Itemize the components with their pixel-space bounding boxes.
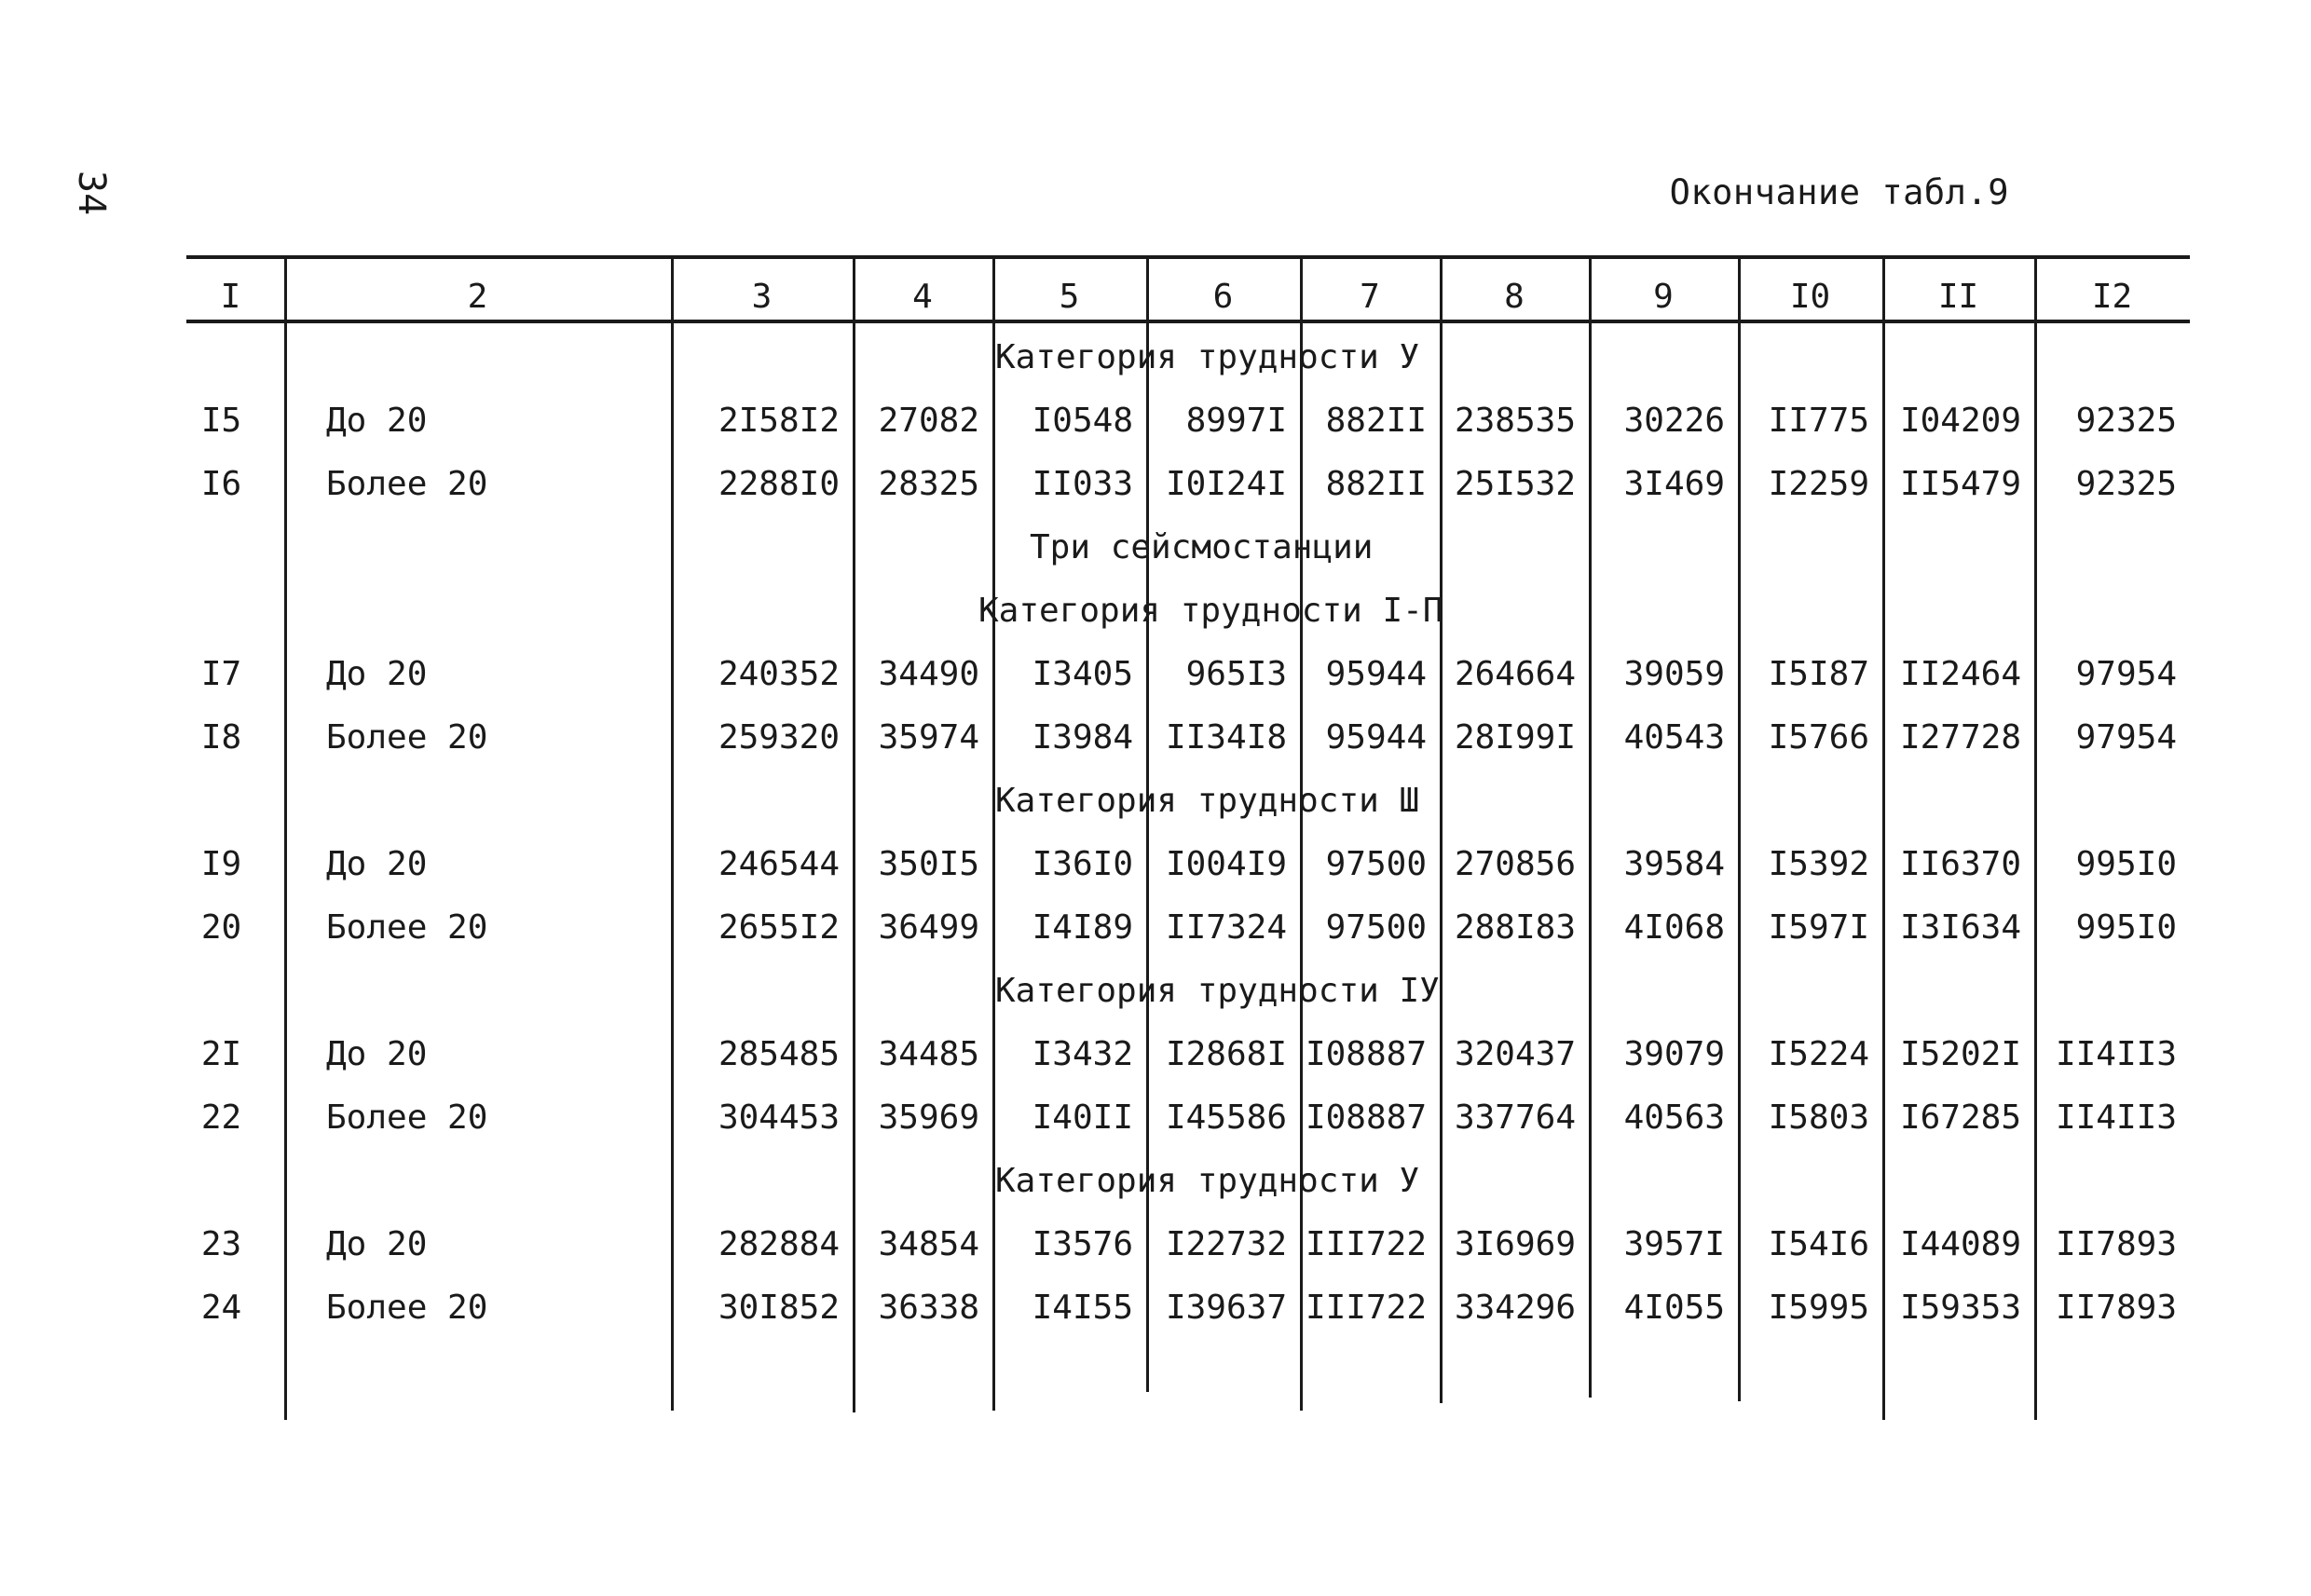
table-cell: 39584 xyxy=(1623,845,1725,883)
table-cell: 95944 xyxy=(1325,718,1427,757)
table-cell: I5202I xyxy=(1899,1035,2021,1073)
table-cell: II7324 xyxy=(1165,908,1287,947)
table-cell: II2464 xyxy=(1899,655,2021,693)
table-cell: I67285 xyxy=(1899,1098,2021,1137)
table-cell: II7893 xyxy=(2055,1225,2177,1263)
table-cell: I4I55 xyxy=(1032,1289,1133,1327)
table-cell: III722 xyxy=(1305,1225,1427,1263)
table-cell: II4II3 xyxy=(2055,1035,2177,1073)
row-number: I6 xyxy=(200,465,242,503)
table-cell: 27082 xyxy=(878,402,979,440)
table-cell: 30226 xyxy=(1623,402,1725,440)
section-heading: Категория трудности У xyxy=(995,338,1420,376)
table-cell: 238535 xyxy=(1454,402,1576,440)
table-top-rule xyxy=(186,255,2190,259)
table-cell: 34490 xyxy=(878,655,979,693)
table-cell: I2868I xyxy=(1165,1035,1287,1073)
column-header: 2 xyxy=(467,278,488,316)
table-cell: I597I xyxy=(1768,908,1869,947)
table-cell: 334296 xyxy=(1454,1289,1576,1327)
column-header: 4 xyxy=(912,278,933,316)
column-header: 5 xyxy=(1059,278,1080,316)
row-number: 24 xyxy=(200,1289,242,1327)
table-cell: 3I469 xyxy=(1623,465,1725,503)
table-cell: I45586 xyxy=(1165,1098,1287,1137)
table-cell: II775 xyxy=(1768,402,1869,440)
table-cell: 882II xyxy=(1325,465,1427,503)
table-cell: I08887 xyxy=(1305,1035,1427,1073)
table-cell: 285485 xyxy=(718,1035,840,1073)
table-cell: 995I0 xyxy=(2075,845,2177,883)
table-cell: 97954 xyxy=(2075,718,2177,757)
table-cell: I54I6 xyxy=(1768,1225,1869,1263)
table-cell: I5392 xyxy=(1768,845,1869,883)
table-cell: 337764 xyxy=(1454,1098,1576,1137)
table-cell: I5995 xyxy=(1768,1289,1869,1327)
table-cell: I2259 xyxy=(1768,465,1869,503)
table-cell: 40563 xyxy=(1623,1098,1725,1137)
table-cell: I3405 xyxy=(1032,655,1133,693)
table-cell: I08887 xyxy=(1305,1098,1427,1137)
row-label: До 20 xyxy=(326,655,428,693)
table-cell: I0548 xyxy=(1032,402,1133,440)
section-heading: Три сейсмостанции xyxy=(1030,528,1374,566)
table-cell: I27728 xyxy=(1899,718,2021,757)
table-cell: I3984 xyxy=(1032,718,1133,757)
table-cell: 259320 xyxy=(718,718,840,757)
table-cell: 288I83 xyxy=(1454,908,1576,947)
table-cell: 4I055 xyxy=(1623,1289,1725,1327)
row-number: 23 xyxy=(200,1225,242,1263)
table-cell: 39059 xyxy=(1623,655,1725,693)
row-number: I5 xyxy=(200,402,242,440)
column-header: 7 xyxy=(1360,278,1380,316)
table-cell: 97500 xyxy=(1325,845,1427,883)
table-cell: I5766 xyxy=(1768,718,1869,757)
table-cell: 28325 xyxy=(878,465,979,503)
table-cell: 36338 xyxy=(878,1289,979,1327)
row-number: I9 xyxy=(200,845,242,883)
table-cell: 34854 xyxy=(878,1225,979,1263)
row-number: I8 xyxy=(200,718,242,757)
table-cell: 995I0 xyxy=(2075,908,2177,947)
page-number: 34 xyxy=(70,171,113,216)
row-label: Более 20 xyxy=(326,1289,488,1327)
table-cell: 4I068 xyxy=(1623,908,1725,947)
table-cell: 304453 xyxy=(718,1098,840,1137)
table-cell: I3576 xyxy=(1032,1225,1133,1263)
table-cell: 882II xyxy=(1325,402,1427,440)
section-heading: Категория трудности Ш xyxy=(995,782,1420,820)
table-cell: I5224 xyxy=(1768,1035,1869,1073)
table-cell: II033 xyxy=(1032,465,1133,503)
section-heading: Категория трудности IУ xyxy=(995,972,1440,1010)
table-cell: I44089 xyxy=(1899,1225,2021,1263)
table-cell: I22732 xyxy=(1165,1225,1287,1263)
table-cell: 8997I xyxy=(1185,402,1287,440)
table-cell: 34485 xyxy=(878,1035,979,1073)
table-cell: 35974 xyxy=(878,718,979,757)
table-cell: II4II3 xyxy=(2055,1098,2177,1137)
table-cell: 30I852 xyxy=(718,1289,840,1327)
table-cell: 320437 xyxy=(1454,1035,1576,1073)
table-cell: I0I24I xyxy=(1165,465,1287,503)
row-label: До 20 xyxy=(326,845,428,883)
column-header: I0 xyxy=(1789,278,1831,316)
table-cell: III722 xyxy=(1305,1289,1427,1327)
table-cell: 3957I xyxy=(1623,1225,1725,1263)
row-number: 20 xyxy=(200,908,242,947)
table-cell: I59353 xyxy=(1899,1289,2021,1327)
table-cell: II7893 xyxy=(2055,1289,2177,1327)
table-cell: 97954 xyxy=(2075,655,2177,693)
table-cell: 246544 xyxy=(718,845,840,883)
table-cell: 965I3 xyxy=(1185,655,1287,693)
table-cell: I40II xyxy=(1032,1098,1133,1137)
row-label: До 20 xyxy=(326,1035,428,1073)
row-label: Более 20 xyxy=(326,718,488,757)
table-cell: I3I634 xyxy=(1899,908,2021,947)
row-label: Более 20 xyxy=(326,465,488,503)
row-label: До 20 xyxy=(326,1225,428,1263)
table-cell: 92325 xyxy=(2075,402,2177,440)
row-label: До 20 xyxy=(326,402,428,440)
table-cell: II34I8 xyxy=(1165,718,1287,757)
table-cell: 2288I0 xyxy=(718,465,840,503)
column-header: I xyxy=(220,278,241,316)
table-cell: 40543 xyxy=(1623,718,1725,757)
column-header: 8 xyxy=(1504,278,1525,316)
table-cell: I04209 xyxy=(1899,402,2021,440)
table-cell: I5I87 xyxy=(1768,655,1869,693)
table-cell: 270856 xyxy=(1454,845,1576,883)
section-heading: Категория трудности I-П xyxy=(978,592,1443,630)
table-caption: Окончание табл.9 xyxy=(1669,172,2009,212)
row-label: Более 20 xyxy=(326,1098,488,1137)
table-cell: I004I9 xyxy=(1165,845,1287,883)
section-heading: Категория трудности У xyxy=(995,1162,1420,1200)
table-cell: I3432 xyxy=(1032,1035,1133,1073)
row-label: Более 20 xyxy=(326,908,488,947)
table-cell: 3I6969 xyxy=(1454,1225,1576,1263)
column-header: 9 xyxy=(1653,278,1674,316)
table-cell: 35969 xyxy=(878,1098,979,1137)
table-cell: 264664 xyxy=(1454,655,1576,693)
table-cell: I5803 xyxy=(1768,1098,1869,1137)
column-header: II xyxy=(1937,278,1979,316)
table-cell: 95944 xyxy=(1325,655,1427,693)
table-cell: I39637 xyxy=(1165,1289,1287,1327)
table-cell: 282884 xyxy=(718,1225,840,1263)
data-table xyxy=(186,255,2190,1420)
row-number: 2I xyxy=(200,1035,242,1073)
table-cell: 28I99I xyxy=(1454,718,1576,757)
table-cell: 36499 xyxy=(878,908,979,947)
table-cell: 2655I2 xyxy=(718,908,840,947)
column-header: 6 xyxy=(1212,278,1234,316)
table-cell: II5479 xyxy=(1899,465,2021,503)
table-cell: 25I532 xyxy=(1454,465,1576,503)
table-cell: I36I0 xyxy=(1032,845,1133,883)
table-cell: I4I89 xyxy=(1032,908,1133,947)
table-cell: 92325 xyxy=(2075,465,2177,503)
table-cell: 39079 xyxy=(1623,1035,1725,1073)
table-cell: 350I5 xyxy=(878,845,979,883)
column-header: 3 xyxy=(751,278,773,316)
column-header: I2 xyxy=(2091,278,2133,316)
row-number: 22 xyxy=(200,1098,242,1137)
table-cell: 97500 xyxy=(1325,908,1427,947)
table-cell: 2I58I2 xyxy=(718,402,840,440)
column-divider xyxy=(284,255,287,1420)
row-number: I7 xyxy=(200,655,242,693)
table-cell: II6370 xyxy=(1899,845,2021,883)
table-cell: 240352 xyxy=(718,655,840,693)
